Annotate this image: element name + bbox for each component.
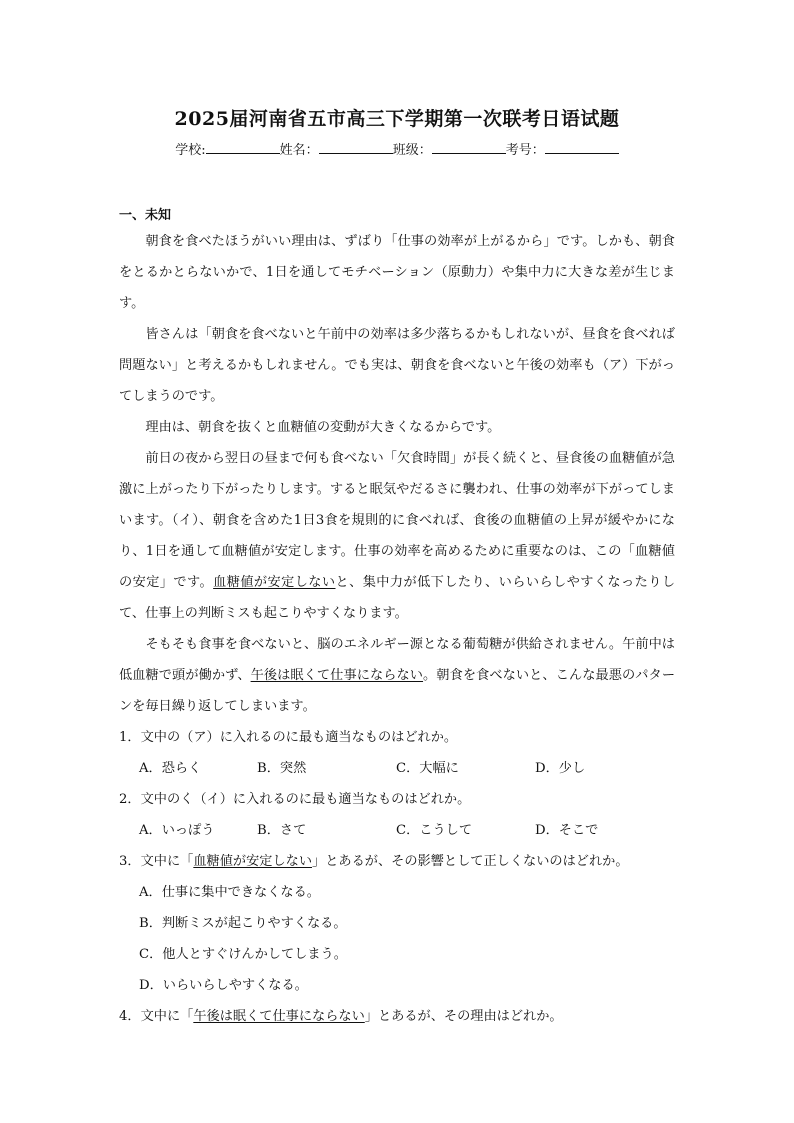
option-c: C．大幅に bbox=[396, 761, 459, 776]
option-d: D．そこで bbox=[535, 823, 599, 838]
passage-paragraph-4 bbox=[119, 443, 675, 629]
passage-text: 前日の夜から翌日の昼まで何も食べない「欠食時間」が長く続くと、昼食後の血糖値が急激に上がったり下がったりします。すると眠気やだるさに襲われ、仕事の効率が下がってしまいます。（イ）、朝食を含めた1日3食を規則的に食べれば、食後の血糖値の上昇が緩やかになり、1日を通して血糖値が安定します。仕事の効率を高めるために重要なのは、この「血糖値の安定」です。 bbox=[119, 451, 675, 590]
exam-no-label: 考号： bbox=[505, 143, 545, 158]
question-text: 3．文中に「 bbox=[119, 854, 194, 869]
question-2-stem: 2．文中のく（イ）に入れるのに最も適当なものはどれか。 bbox=[119, 792, 471, 807]
passage-paragraph-5 bbox=[119, 629, 675, 722]
option-b: B．さて bbox=[257, 823, 307, 838]
exam-body bbox=[119, 226, 675, 1032]
option-a: A．仕事に集中できなくなる。 bbox=[139, 885, 320, 900]
option-b: B．突然 bbox=[257, 761, 307, 776]
underlined-phrase: 血糖値が安定しない bbox=[193, 854, 313, 869]
exam-no-blank bbox=[545, 141, 619, 154]
passage-text: そもそも食事を食べないと、脳のエネルギー源となる葡萄糖が供給されません。午前中は低血糖で頭が働かず、 bbox=[119, 637, 675, 683]
class-blank bbox=[432, 141, 506, 154]
section-heading: 一、未知 bbox=[119, 208, 172, 223]
page-title: 2025届河南省五市高三下学期第一次联考日语试题 bbox=[174, 108, 620, 130]
option-c: C．こうして bbox=[396, 823, 473, 838]
question-1-stem: 1．文中の（ア）に入れるのに最も適当なものはどれか。 bbox=[119, 730, 458, 745]
question-3-stem bbox=[119, 846, 675, 877]
class-label: 班级： bbox=[392, 143, 432, 158]
underlined-phrase: 午後は眠くて仕事にならない bbox=[193, 1009, 365, 1024]
passage-paragraph-1: 朝食を食べたほうがいい理由は、ずばり「仕事の効率が上がるから」です。しかも、朝食をとるかとらないかで、1日を通してモチベーション（原動力）や集中力に大きな差が生じます。 bbox=[119, 234, 675, 311]
option-a: A．恐らく bbox=[139, 761, 202, 776]
passage-text: と、集中力が低下したり、いらいらしやすくなったりして、仕事上の判断ミスも起こりやすくなります。 bbox=[119, 575, 676, 621]
option-d: D．いらいらしやすくなる。 bbox=[139, 978, 308, 993]
question-4-stem bbox=[119, 1001, 675, 1032]
name-blank bbox=[319, 141, 393, 154]
underlined-phrase: 午後は眠くて仕事にならない bbox=[250, 668, 424, 683]
passage-text: 。朝食を食べないと、こんな最悪のパターンを毎日繰り返してしまいます。 bbox=[119, 668, 676, 714]
question-text: 」とあるが、その理由はどれか。 bbox=[364, 1009, 563, 1024]
underlined-phrase: 血糖値が安定しない bbox=[213, 575, 336, 590]
question-text: 4．文中に「 bbox=[119, 1009, 194, 1024]
question-1-options bbox=[119, 753, 675, 784]
student-info-row bbox=[0, 139, 794, 158]
school-blank bbox=[206, 141, 280, 154]
option-a: A．いっぽう bbox=[139, 823, 215, 838]
passage-paragraph-3: 理由は、朝食を抜くと血糖値の変動が大きくなるからです。 bbox=[145, 420, 501, 435]
question-text: 」とあるが、その影響として正しくないのはどれか。 bbox=[312, 854, 629, 869]
option-d: D．少し bbox=[535, 761, 586, 776]
option-c: C．他人とすぐけんかしてしまう。 bbox=[139, 947, 347, 962]
question-2-options bbox=[119, 815, 675, 846]
name-label: 姓名： bbox=[279, 143, 319, 158]
option-b: B．判断ミスが起こりやすくなる。 bbox=[139, 916, 347, 931]
passage-paragraph-2: 皆さんは「朝食を食べないと午前中の効率は多少落ちるかもしれないが、昼食を食べれば問題ない」と考えるかもしれません。でも実は、朝食を食べないと午後の効率も（ア）下がってしまうのです。 bbox=[119, 327, 675, 404]
school-label: 学校: bbox=[175, 143, 206, 158]
